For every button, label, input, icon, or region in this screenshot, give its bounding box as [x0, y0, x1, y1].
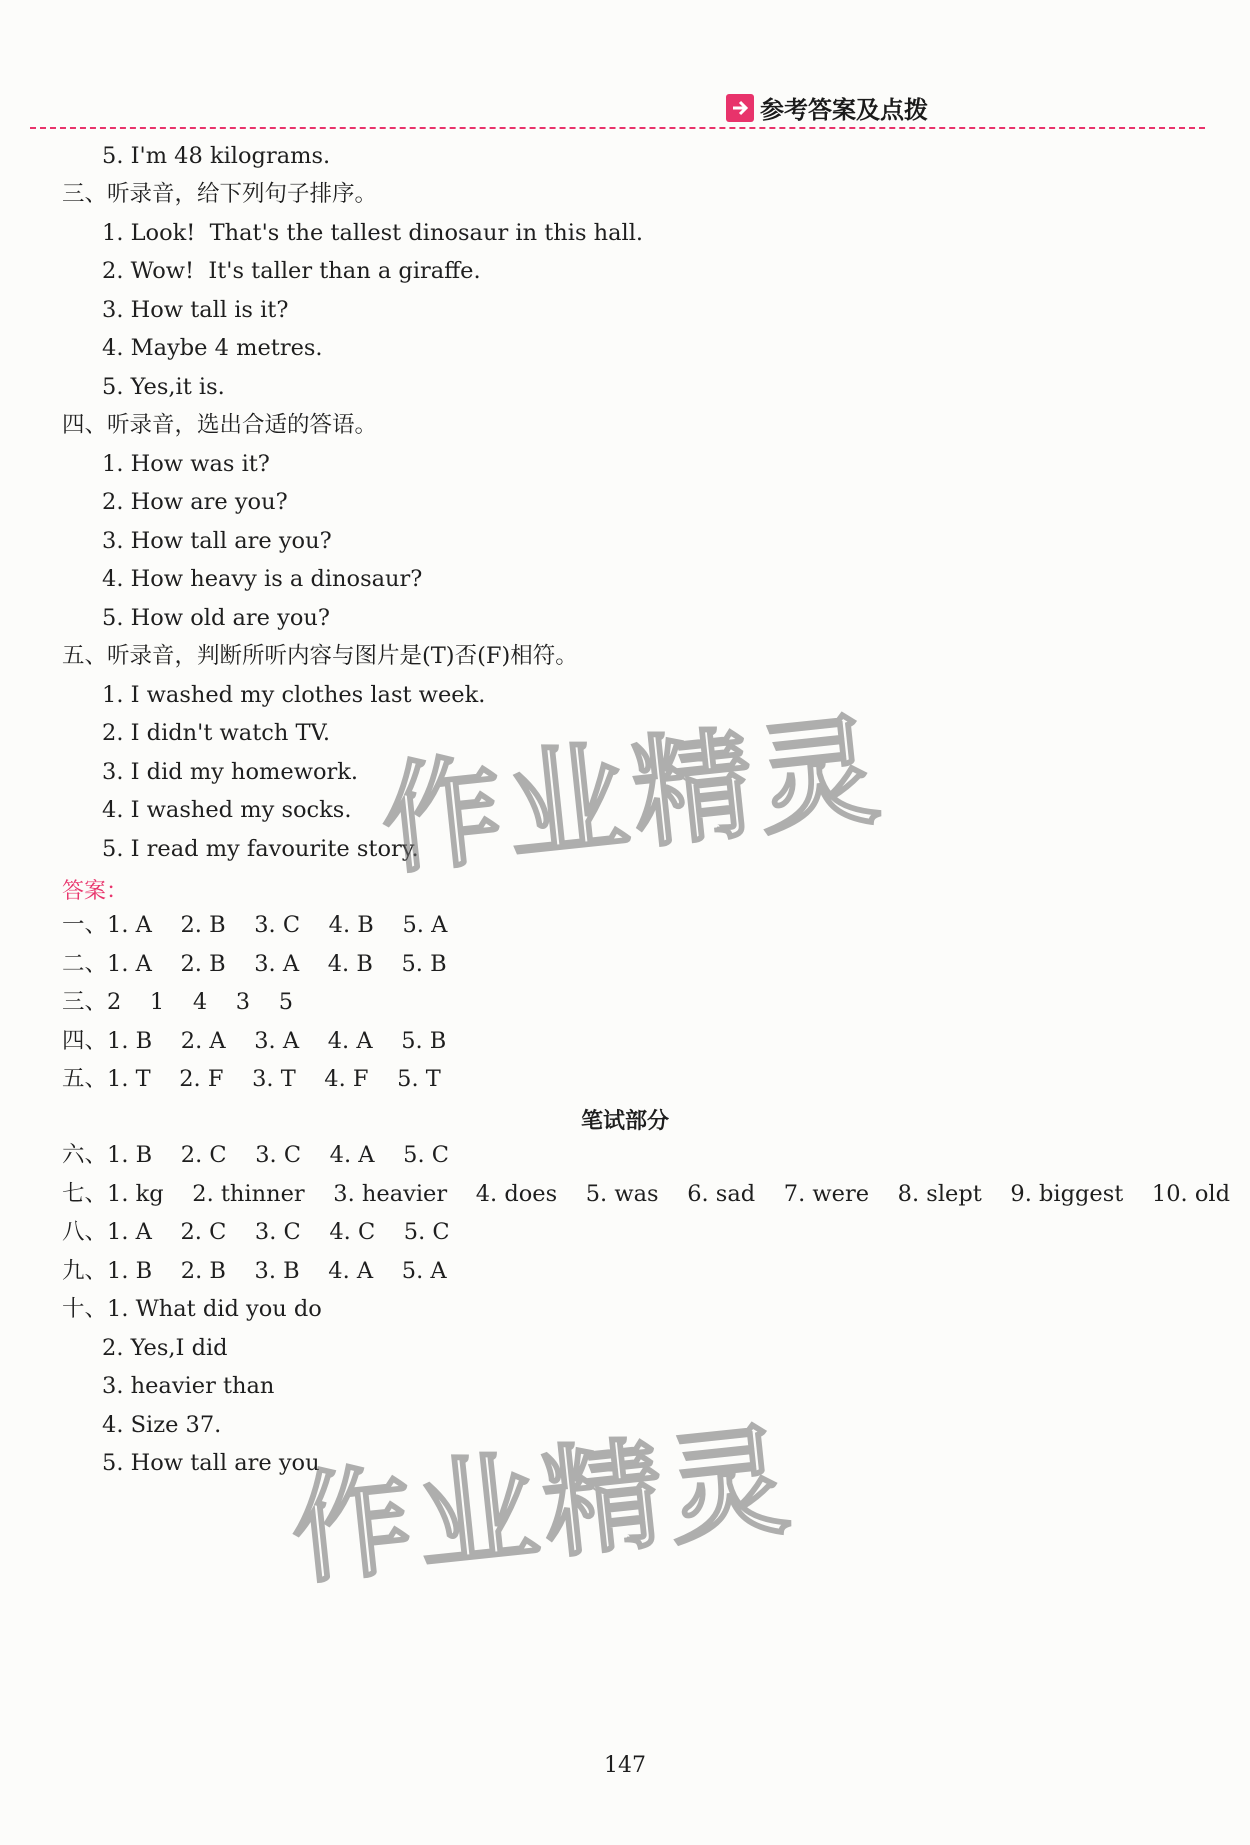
s5-item: 3. I did my homework. [102, 759, 359, 785]
s10-item: 3. heavier than [102, 1373, 275, 1399]
s4-item: 1. How was it? [102, 451, 270, 477]
s4-heading: 四、听录音，选出合适的答语。 [62, 412, 378, 438]
s3-item: 2. Wow! It's taller than a giraffe. [102, 258, 481, 284]
written-heading: 笔试部分 [580, 1109, 669, 1134]
s5-item: 2. I didn't watch TV. [102, 720, 330, 746]
s10-item: 5. How tall are you [102, 1450, 320, 1476]
header-title [726, 90, 928, 125]
written-row: 十、1. What did you do [62, 1296, 322, 1322]
answer-row: 二、1. A 2. B 3. A 4. B 5. B [62, 951, 447, 977]
s3-item: 5. Yes,it is. [102, 374, 225, 400]
written-row: 六、1. B 2. C 3. C 4. A 5. C [62, 1142, 449, 1168]
s2-item-5: 5. I'm 48 kilograms. [102, 143, 331, 169]
s3-item: 1. Look! That's the tallest dinosaur in this hall. [102, 220, 644, 246]
s5-item: 5. I read my favourite story. [102, 836, 419, 862]
page-header [0, 0, 1250, 140]
s4-item: 2. How are you? [102, 489, 288, 515]
s3-heading: 三、听录音，给下列句子排序。 [62, 181, 378, 207]
answer-row: 三、2 1 4 3 5 [62, 989, 294, 1015]
watermark: 作业精灵 [285, 1410, 801, 1602]
s10-item: 4. Size 37. [102, 1412, 222, 1438]
s3-item: 4. Maybe 4 metres. [102, 335, 323, 361]
header-divider [30, 127, 1205, 129]
answer-row: 一、1. A 2. B 3. C 4. B 5. A [62, 912, 448, 938]
header-title-text: 参考答案及点拨 [760, 96, 928, 124]
answers-label: 答案： [62, 879, 129, 904]
s5-item: 1. I washed my clothes last week. [102, 682, 486, 708]
watermark: 作业精灵 [375, 700, 891, 892]
page-number: 147 [604, 1753, 646, 1778]
answer-row: 四、1. B 2. A 3. A 4. A 5. B [62, 1028, 447, 1054]
s4-item: 4. How heavy is a dinosaur? [102, 566, 423, 592]
written-row: 七、1. kg 2. thinner 3. heavier 4. does 5. was 6. sad 7. were 8. slept 9. biggest 10. old [62, 1181, 1231, 1207]
s4-item: 5. How old are you? [102, 605, 330, 631]
s5-item: 4. I washed my socks. [102, 797, 352, 823]
written-row: 九、1. B 2. B 3. B 4. A 5. A [62, 1258, 447, 1284]
s3-item: 3. How tall is it? [102, 297, 289, 323]
s10-item: 2. Yes,I did [102, 1335, 228, 1361]
arrow-right-icon [726, 94, 754, 122]
s4-item: 3. How tall are you? [102, 528, 332, 554]
s5-heading: 五、听录音，判断所听内容与图片是(T)否(F)相符。 [62, 643, 578, 669]
written-row: 八、1. A 2. C 3. C 4. C 5. C [62, 1219, 450, 1245]
answer-row: 五、1. T 2. F 3. T 4. F 5. T [62, 1066, 441, 1092]
